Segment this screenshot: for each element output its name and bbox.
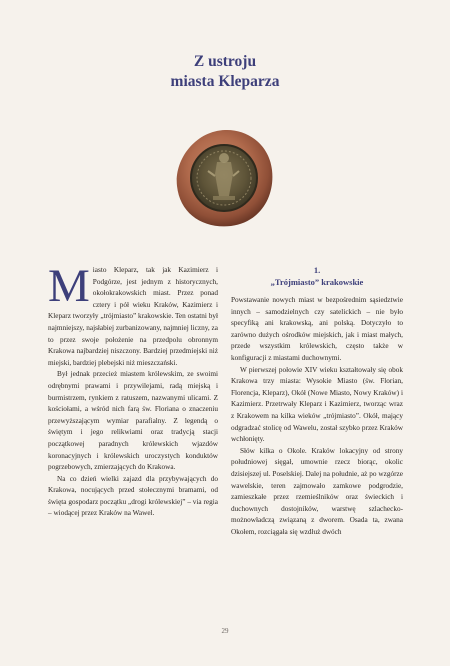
paragraph: W pierwszej połowie XIV wieku kształtowały się obok Krakowa trzy miasta: Wysokie Miasto (św. Florian, Florencja, Kleparz), Okół (Nowe Miasto, Nowy Kraków) i Kazimierz. Przetrwały Kleparz i Kazimierz, tworząc wraz z Krakowem na kilka wieków „trójmiasto”. Okół, mający odgradzać stolicę od Wawelu, został szybko przez Kraków wchłonięty. bbox=[231, 365, 403, 444]
page-number: 29 bbox=[221, 627, 229, 635]
title-line-2: miasta Kleparza bbox=[170, 73, 280, 90]
paragraph: Powstawanie nowych miast w bezpośrednim sąsiedztwie innych – samodzielnych czy satelickich – nie było specyfiką ani krakowską, ani polską. Dotyczyło to zarówno dużych ośrodków miejskich, jak i miast małych, przede wszystkim królewskich, często także w konfiguracji z miastami duchownymi. bbox=[231, 296, 403, 362]
paragraph: Na co dzień wielki zajazd dla przybywających do Krakowa, nocujących przed stołecznymi bramami, od święta gospodarz początku „drogi królewskiej” – via regia – wiodącej przez Kraków na Wawel. bbox=[48, 474, 218, 518]
paragraph: Słów kilka o Okole. Kraków lokacyjny od strony południowej sięgał, umownie rzecz biorąc, okolic dzisiejszej ul. Poselskiej. Dalej na południe, aż po wzgórze wawelskie, teren zajmowało zamkowe podgrodzie, zamieszkałe przez rzemieślników oraz świeckich i duchownych dostojników, warstwę szlachecko-możnowładczą związaną z dworem. Osada ta, zwana Okołem, rozciągała się wzdłuż dwóch bbox=[231, 446, 403, 536]
drop-cap: M bbox=[48, 260, 90, 312]
paragraph: Był jednak przecież miastem królewskim, ze swoimi odrębnymi prawami i przywilejami, radą miejską i burmistrzem, rynkiem z ratuszem, nazwanymi ulicami. Z kościołami, a wśród nich farą św. Floriana o znaczeniu przewyższającym wymiar parafialny. Z legendą o świętym i jego relikwiami oraz tradycją stacji początkowej paradnych królewskich wjazdów koronacyjnych i królewskich uroczystych konduktów pogrzebowych, zmierzających do Krakowa. bbox=[48, 370, 218, 472]
section-heading bbox=[231, 265, 403, 288]
section-title: „Trójmiasto” krakowskie bbox=[270, 277, 364, 287]
left-column bbox=[48, 260, 218, 520]
paragraph: iasto Kleparz, tak jak Kazimierz i Podgórze, jest jednym z historycznych, okołokrakowskich miast. Przez ponad cztery i pół wieku Kraków, Kazimierz i Kleparz tworzyły „trójmiasto” krakowskie. Ten ostatni był najmniejszy, najsłabiej zurbanizowany, najmniej liczny, za to przez swoje położenie na przedpolu obronnym Krakowa najbardziej niszczony. Bardziej przedmiejski niż miejski, bardziej plebejski niż mieszczański. bbox=[48, 266, 218, 367]
seal-icon bbox=[173, 126, 277, 230]
right-column bbox=[231, 265, 403, 538]
page-title bbox=[0, 52, 450, 92]
section-number: 1. bbox=[313, 265, 321, 275]
title-line-1: Z ustroju bbox=[193, 53, 257, 70]
